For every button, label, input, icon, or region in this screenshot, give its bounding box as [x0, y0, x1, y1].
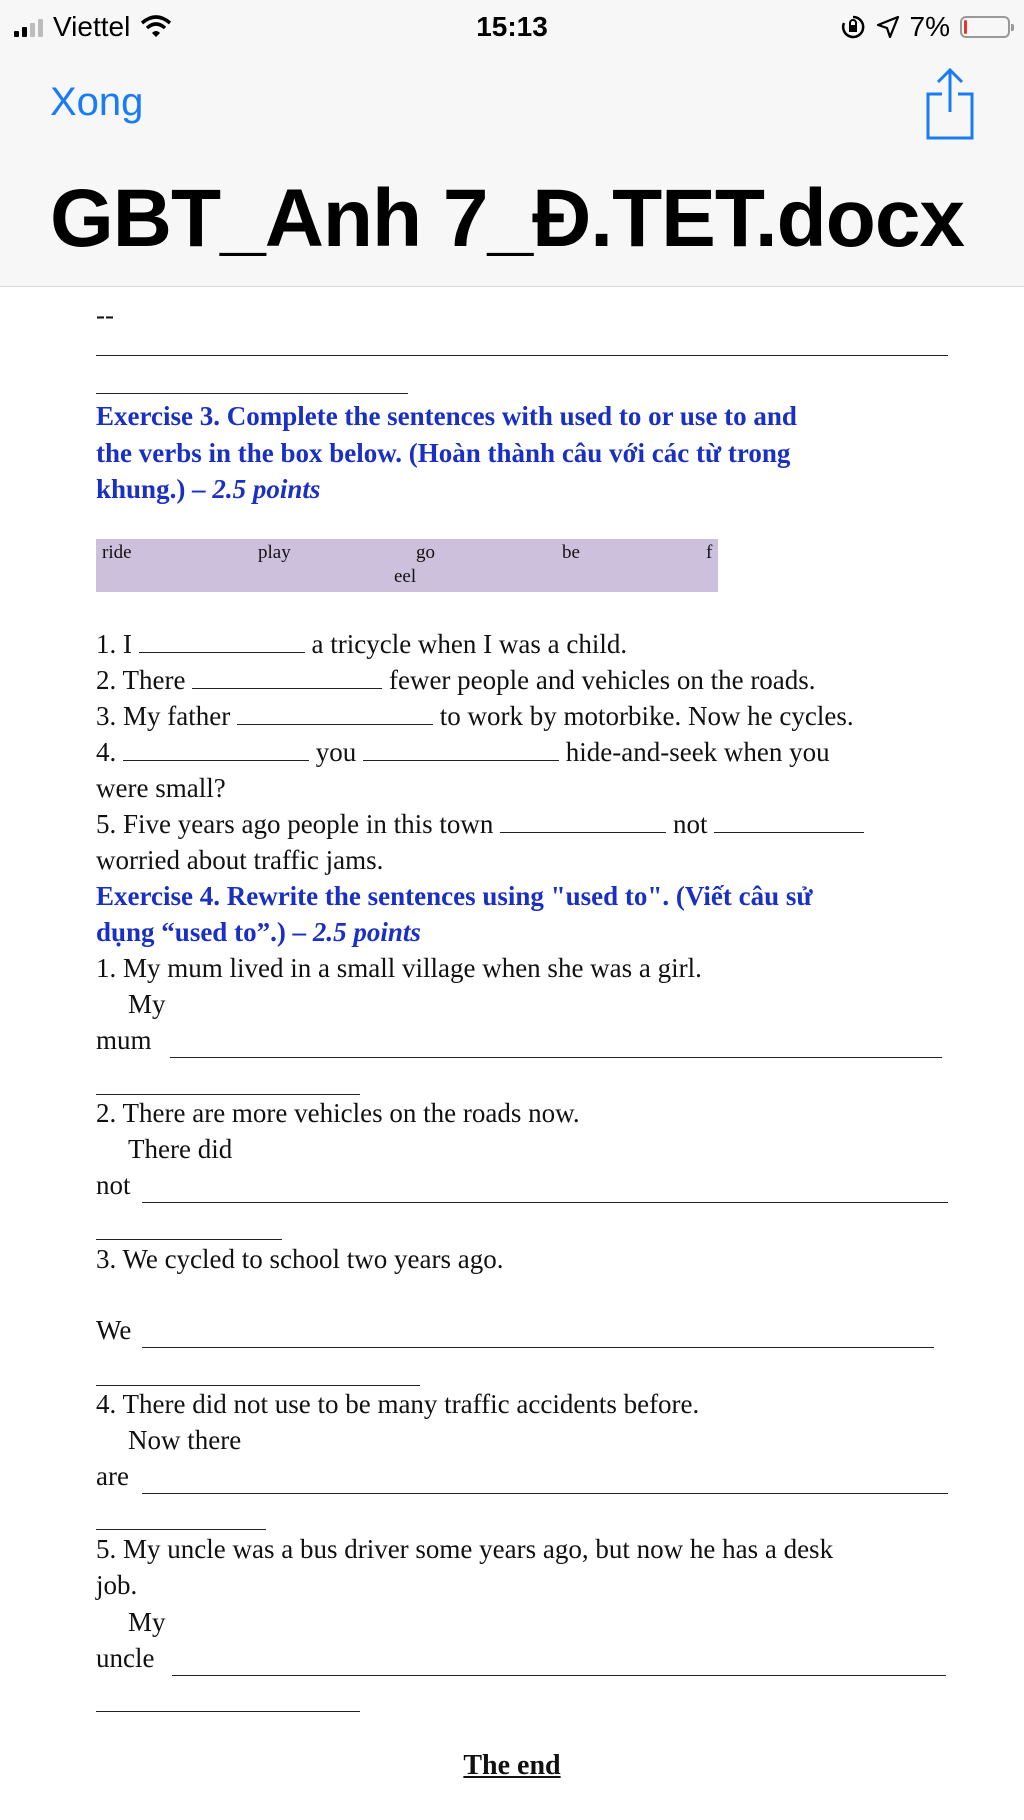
location-icon [876, 15, 900, 39]
sentence-4-cont: were small? [96, 773, 226, 803]
answer-line [96, 355, 948, 356]
document-title: GBT_Anh 7_Đ.TET.docx [50, 173, 965, 264]
exercise3-heading-line1: Exercise 3. Complete the sentences with used to or use to and [96, 401, 797, 431]
answer-line [142, 1202, 948, 1203]
sentence-text: a tricycle when I was a child. [311, 629, 628, 659]
share-icon[interactable] [922, 66, 978, 142]
the-end [0, 1750, 1024, 1782]
blank [714, 808, 864, 833]
rewrite-question-4: 4. There did not use to be many traffic accidents before. [96, 1389, 700, 1419]
the-end-text: The end [463, 1750, 561, 1781]
rewrite-question-2: 2. There are more vehicles on the roads now. [96, 1098, 580, 1128]
blank [363, 736, 559, 761]
sentence-text: 3. My father [96, 701, 231, 731]
answer-line [142, 1493, 948, 1494]
word-box-item: ride [102, 542, 132, 563]
blank [139, 628, 305, 653]
sentence-text: fewer people and vehicles on the roads. [388, 665, 816, 695]
points-label: 2.5 points [312, 917, 421, 947]
answer-line [172, 1675, 946, 1676]
blank [123, 736, 309, 761]
sentence-text: you [315, 737, 357, 767]
blank [192, 664, 382, 689]
top-bar [0, 0, 1024, 287]
sentence-5-cont: worried about traffic jams. [96, 845, 384, 875]
sentence-5 [96, 807, 864, 841]
top-fragment: -- [96, 300, 114, 330]
sentence-text: not [672, 809, 708, 839]
answer-line [96, 1529, 266, 1530]
sentence-4 [96, 735, 830, 769]
word-box [96, 539, 718, 592]
sentence-text: 1. I [96, 629, 132, 659]
word-box-item: f [706, 542, 713, 563]
word-box-item: be [562, 542, 580, 563]
answer-line [96, 1711, 360, 1712]
done-button[interactable]: Xong [50, 80, 144, 124]
rewrite-start-2b: not [96, 1170, 131, 1200]
rewrite-start-5a: My [128, 1607, 166, 1637]
answer-line [96, 1094, 360, 1095]
word-box-item: play [258, 542, 291, 563]
rewrite-start-2a: There did [128, 1134, 233, 1164]
answer-line [96, 393, 408, 394]
answer-line [96, 1239, 282, 1240]
word-box-item: eel [394, 566, 417, 587]
sentence-2 [96, 663, 816, 697]
answer-line [170, 1057, 942, 1058]
exercise3-heading-line3 [96, 472, 320, 506]
battery-icon [960, 16, 1010, 38]
rewrite-question-1: 1. My mum lived in a small village when she was a girl. [96, 953, 702, 983]
battery-percent: 7% [909, 11, 950, 42]
rewrite-start-4b: are [96, 1461, 129, 1491]
status-time: 15:13 [476, 11, 548, 42]
orientation-lock-icon [840, 14, 866, 40]
rewrite-question-5-cont: job. [96, 1570, 138, 1600]
document-page[interactable] [0, 287, 1024, 1820]
status-right [840, 10, 1010, 44]
answer-line [96, 1385, 420, 1386]
sentence-text: hide-and-seek when you [565, 737, 830, 767]
rewrite-start-4a: Now there [128, 1425, 242, 1455]
sentence-text: to work by motorbike. Now he cycles. [439, 701, 854, 731]
exercise4-heading-line1: Exercise 4. Rewrite the sentences using "used to". (Viết câu sử [96, 881, 813, 911]
rewrite-start-1b: mum [96, 1025, 152, 1055]
sentence-text: 2. There [96, 665, 186, 695]
rewrite-question-3: 3. We cycled to school two years ago. [96, 1244, 504, 1274]
rewrite-start-1a: My [128, 989, 166, 1019]
sentence-3 [96, 699, 854, 733]
heading-text: dụng “used to”.) – [96, 917, 313, 947]
answer-line [142, 1347, 934, 1348]
rewrite-question-5: 5. My uncle was a bus driver some years ago, but now he has a desk [96, 1534, 834, 1564]
exercise4-heading-line2 [96, 915, 421, 949]
blank [500, 808, 666, 833]
exercise3-heading-line2: the verbs in the box below. (Hoàn thành câu với các từ trong [96, 438, 791, 468]
blank [237, 700, 433, 725]
word-box-item: go [416, 542, 435, 563]
sentence-text: 4. [96, 737, 117, 767]
battery-level [964, 20, 967, 34]
heading-text: khung.) – [96, 474, 213, 504]
carrier-name: Viettel [53, 11, 131, 42]
sentence-text: 5. Five years ago people in this town [96, 809, 494, 839]
sentence-1 [96, 627, 627, 661]
rewrite-start-5b: uncle [96, 1643, 155, 1673]
rewrite-start-3: We [96, 1315, 132, 1345]
points-label: 2.5 points [212, 474, 321, 504]
